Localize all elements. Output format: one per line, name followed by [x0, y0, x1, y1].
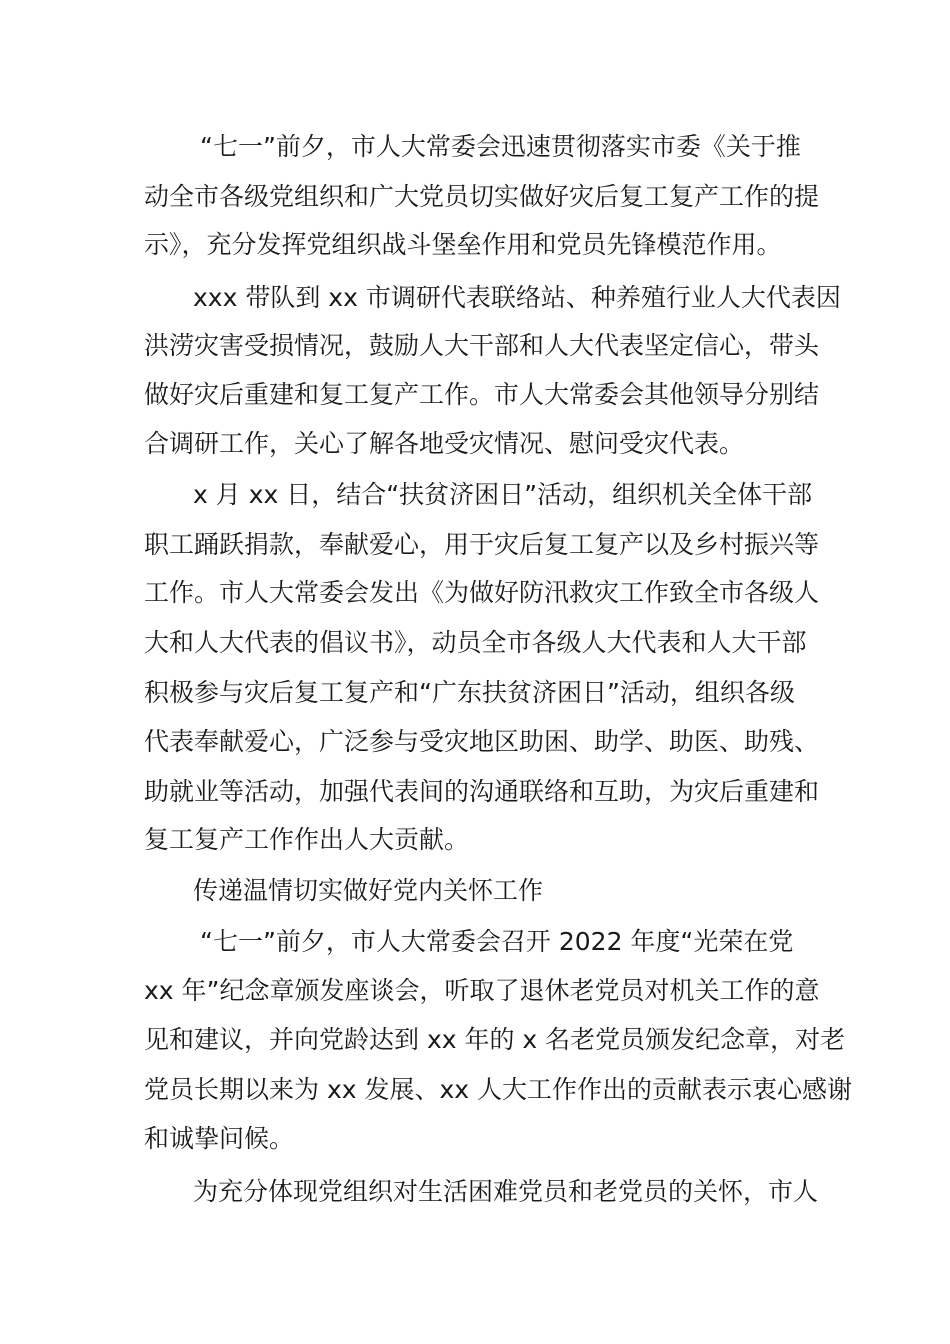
paragraph-5-line-1: 为充分体现党组织对生活困难党员和老党员的关怀，市人: [193, 1177, 819, 1206]
paragraph-1-line-3: 示》，充分发挥党组织战斗堡垒作用和党员先锋模范作用。: [144, 230, 782, 259]
paragraph-4-line-3: 见和建议，并向党龄达到 xx 年的 x 名老党员颁发纪念章，对老: [144, 1025, 846, 1054]
paragraph-3-line-8: 复工复产工作作出人大贡献。: [144, 825, 470, 854]
paragraph-4-line-4: 党员长期以来为 xx 发展、xx 人大工作作出的贡献表示衷心感谢: [144, 1075, 853, 1104]
paragraph-3-line-1: x 月 xx 日，结合“扶贫济困日”活动，组织机关全体干部: [193, 480, 813, 509]
paragraph-3-line-7: 助就业等活动，加强代表间的沟通联络和互助，为灾后重建和: [144, 777, 820, 806]
paragraph-1-line-2: 动全市各级党组织和广大党员切实做好灾后复工复产工作的提: [144, 182, 820, 211]
paragraph-2-line-3: 做好灾后重建和复工复产工作。市人大常委会其他领导分别结: [144, 380, 820, 409]
paragraph-2-line-4: 合调研工作，关心了解各地受灾情况、慰问受灾代表。: [144, 429, 745, 458]
paragraph-4-line-2: xx 年”纪念章颁发座谈会，听取了退休老党员对机关工作的意: [144, 976, 820, 1005]
paragraph-2-line-1: xxx 带队到 xx 市调研代表联络站、种养殖行业人大代表因: [193, 283, 841, 312]
paragraph-3-line-2: 职工踊跃捐款，奉献爱心，用于灾后复工复产以及乡村振兴等: [144, 530, 820, 559]
paragraph-3-line-6: 代表奉献爱心，广泛参与受灾地区助困、助学、助医、助残、: [144, 727, 820, 756]
paragraph-1-line-1: “七一”前夕，市人大常委会迅速贯彻落实市委《关于推: [200, 132, 801, 161]
paragraph-4-line-5: 和诚挚问候。: [144, 1124, 295, 1153]
paragraph-2-line-2: 洪涝灾害受损情况，鼓励人大干部和人大代表坚定信心，带头: [144, 331, 820, 360]
paragraph-4-line-1: “七一”前夕，市人大常委会召开 2022 年度“光荣在党: [200, 927, 794, 956]
paragraph-3-line-5: 积极参与灾后复工复产和“广东扶贫济困日”活动，组织各级: [144, 678, 795, 707]
paragraph-3-line-3: 工作。市人大常委会发出《为做好防汛救灾工作致全市各级人: [144, 578, 820, 607]
section-heading: 传递温情切实做好党内关怀工作: [193, 876, 544, 905]
paragraph-3-line-4: 大和人大代表的倡议书》，动员全市各级人大代表和人大干部: [144, 628, 807, 657]
